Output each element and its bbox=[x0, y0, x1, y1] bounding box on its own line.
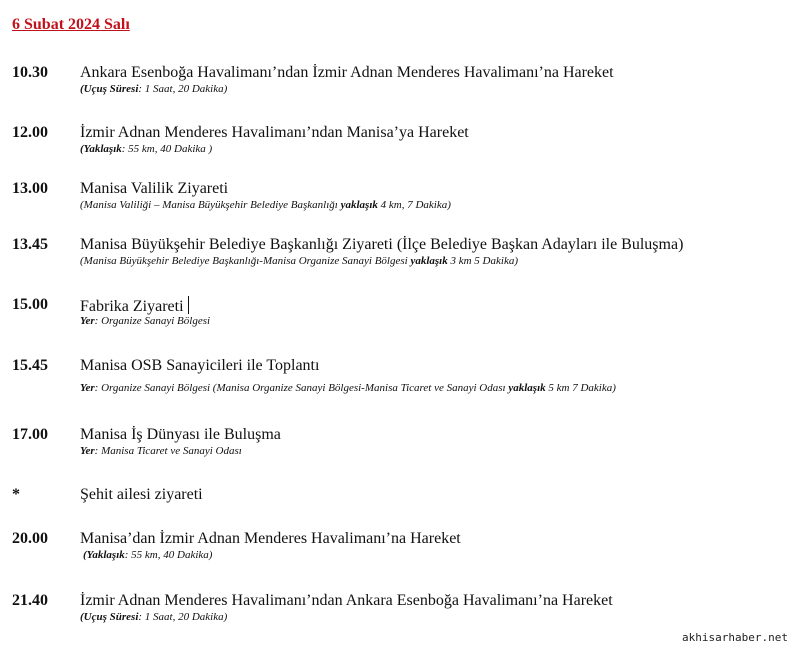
detail-label: Yer bbox=[80, 445, 95, 457]
entry-detail bbox=[80, 199, 451, 211]
entry-title: Fabrika Ziyareti bbox=[80, 298, 184, 315]
text-cursor bbox=[188, 296, 189, 314]
entry-time: 17.00 bbox=[12, 426, 48, 443]
entry-detail bbox=[83, 549, 212, 561]
detail-text: 4 km, 7 Dakika) bbox=[377, 199, 451, 211]
entry-title: Manisa İş Dünyası ile Buluşma bbox=[80, 426, 281, 443]
detail-label: (Uçuş Süresi bbox=[80, 83, 139, 95]
detail-bold: yaklaşık bbox=[340, 199, 378, 211]
detail-text: : Organize Sanayi Bölgesi (Manisa Organize Sanayi Bölgesi-Manisa Ticaret ve Sanayi Odası bbox=[94, 382, 509, 394]
watermark: akhisarhaber.net bbox=[682, 631, 788, 644]
entry-detail bbox=[80, 382, 616, 394]
entry-title: Manisa Valilik Ziyareti bbox=[80, 180, 229, 197]
detail-text: 3 km 5 Dakika) bbox=[447, 255, 518, 267]
detail-text: (Manisa Valiliği – Manisa Büyükşehir Belediye Başkanlığı bbox=[80, 199, 341, 211]
detail-label: (Yaklaşık bbox=[80, 143, 122, 155]
detail-label: (Uçuş Süresi bbox=[80, 611, 139, 623]
detail-text: : 1 Saat, 20 Dakika) bbox=[138, 83, 228, 95]
detail-text: 5 km 7 Dakika) bbox=[545, 382, 616, 394]
entry-title: Ankara Esenboğa Havalimanı’ndan İzmir Adnan Menderes Havalimanı’na Hareket bbox=[80, 64, 614, 81]
entry-time: * bbox=[12, 486, 20, 503]
detail-bold: yaklaşık bbox=[508, 382, 546, 394]
entry-title: Manisa OSB Sanayicileri ile Toplantı bbox=[80, 357, 320, 374]
detail-text: : Manisa Ticaret ve Sanayi Odası bbox=[94, 445, 242, 457]
detail-label: (Yaklaşık bbox=[83, 549, 125, 561]
entry-title-wrap bbox=[80, 296, 189, 316]
entry-time: 21.40 bbox=[12, 592, 48, 609]
detail-label: Yer bbox=[80, 315, 95, 327]
entry-title: Şehit ailesi ziyareti bbox=[80, 486, 203, 503]
detail-text: : 55 km, 40 Dakika ) bbox=[121, 143, 213, 155]
detail-text: : Organize Sanayi Bölgesi bbox=[94, 315, 211, 327]
detail-label: Yer bbox=[80, 382, 95, 394]
entry-time: 13.45 bbox=[12, 236, 48, 253]
entry-detail bbox=[80, 445, 242, 457]
detail-text: : 1 Saat, 20 Dakika) bbox=[138, 611, 228, 623]
detail-text: : 55 km, 40 Dakika) bbox=[124, 549, 213, 561]
entry-time: 13.00 bbox=[12, 180, 48, 197]
entry-time: 12.00 bbox=[12, 124, 48, 141]
entry-detail bbox=[80, 255, 518, 267]
entry-detail bbox=[80, 315, 210, 327]
entry-detail bbox=[80, 143, 212, 155]
entry-time: 15.00 bbox=[12, 296, 48, 313]
entry-title: Manisa’dan İzmir Adnan Menderes Havalimanı’na Hareket bbox=[80, 530, 461, 547]
detail-text: (Manisa Büyükşehir Belediye Başkanlığı-Manisa Organize Sanayi Bölgesi bbox=[80, 255, 411, 267]
detail-bold: yaklaşık bbox=[410, 255, 448, 267]
entry-detail bbox=[80, 611, 227, 623]
entry-time: 20.00 bbox=[12, 530, 48, 547]
entry-title: İzmir Adnan Menderes Havalimanı’ndan Ankara Esenboğa Havalimanı’na Hareket bbox=[80, 592, 613, 609]
entry-time: 10.30 bbox=[12, 64, 48, 81]
entry-title: Manisa Büyükşehir Belediye Başkanlığı Ziyareti (İlçe Belediye Başkan Adayları ile Buluşma) bbox=[80, 236, 684, 253]
date-heading: 6 Subat 2024 Salı bbox=[12, 16, 130, 33]
entry-time: 15.45 bbox=[12, 357, 48, 374]
entry-title: İzmir Adnan Menderes Havalimanı’ndan Manisa’ya Hareket bbox=[80, 124, 469, 141]
entry-detail bbox=[80, 83, 227, 95]
